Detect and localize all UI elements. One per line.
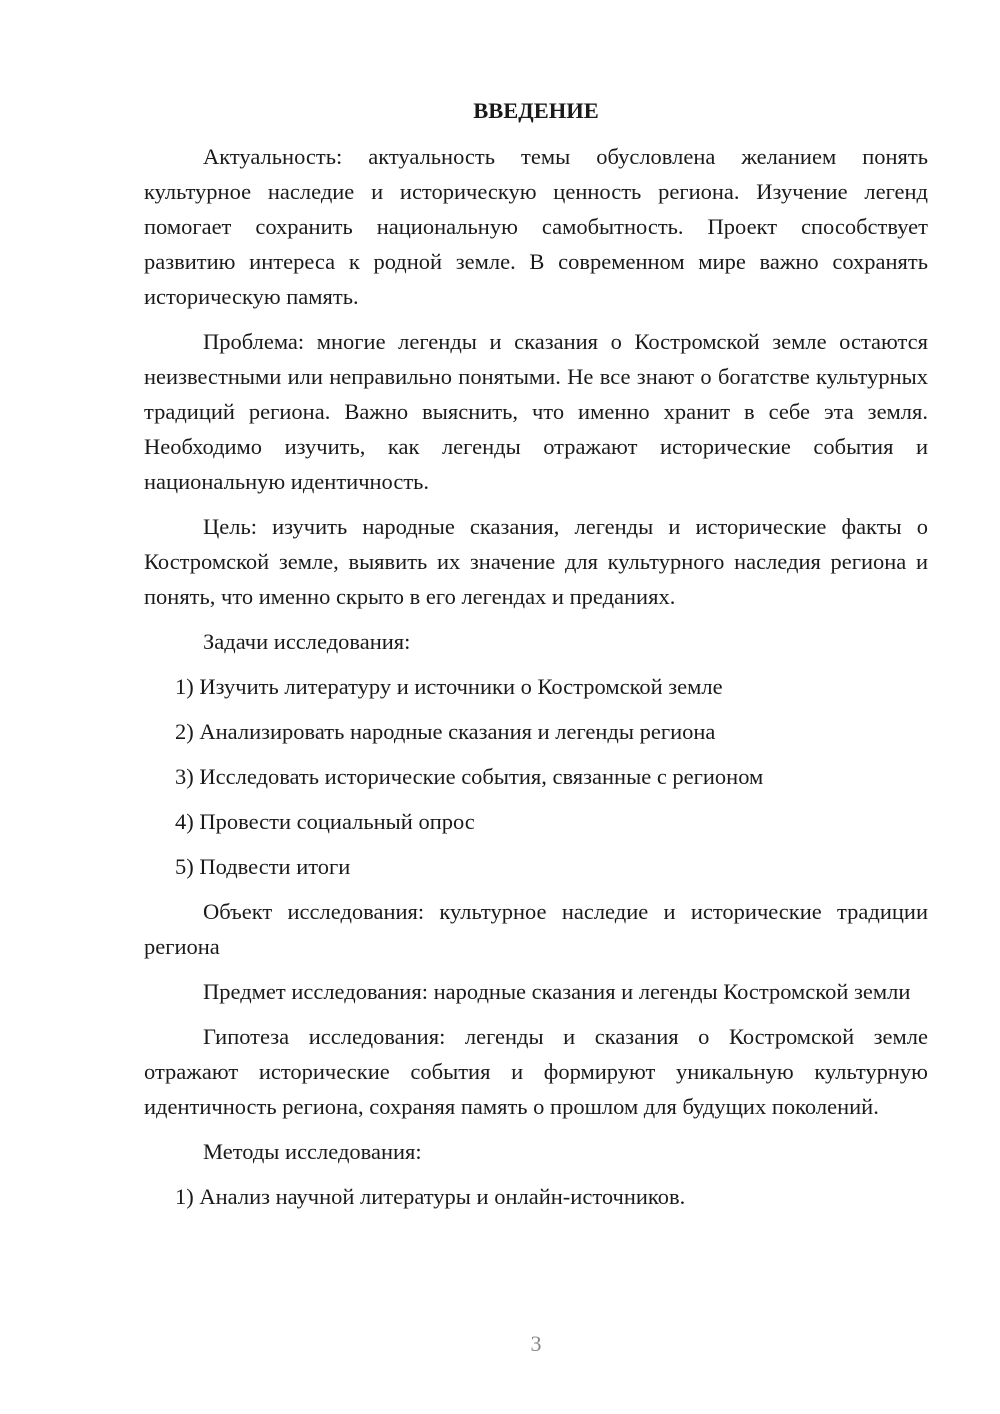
methods-list	[144, 1179, 928, 1214]
tasks-heading: Задачи исследования:	[203, 629, 411, 654]
list-item: 2) Анализировать народные сказания и легенды региона	[175, 719, 716, 744]
page-content	[144, 95, 928, 1224]
subject-paragraph: Предмет исследования: народные сказания и легенды Костромской земли	[203, 979, 911, 1004]
list-item: 1) Анализ научной литературы и онлайн-источников.	[175, 1184, 686, 1209]
list-item: 5) Подвести итоги	[175, 854, 351, 879]
tasks-list	[144, 669, 928, 884]
section-title: ВВЕДЕНИЕ	[473, 98, 599, 123]
page-number: 3	[530, 1331, 542, 1356]
problem-paragraph: Проблема: многие легенды и сказания о Костромской земле остаются неизвестными или неправильно понятыми. Не все знают о богатстве культурных традиций региона. Важно выяснить, что именно хранит в себе эта земля. Необходимо изучить, как легенды отражают исторические события и национальную идентичность.	[144, 329, 928, 494]
relevance-paragraph: Актуальность: актуальность темы обусловлена желанием понять культурное наследие и историческую ценность региона. Изучение легенд помогает сохранить национальную самобытность. Проект способствует развитию интереса к родной земле. В современном мире важно сохранять историческую память.	[144, 144, 928, 309]
object-paragraph: Объект исследования: культурное наследие и исторические традиции региона	[144, 899, 928, 959]
methods-heading: Методы исследования:	[203, 1139, 422, 1164]
list-item: 4) Провести социальный опрос	[175, 809, 475, 834]
list-item: 1) Изучить литературу и источники о Костромской земле	[175, 674, 723, 699]
goal-paragraph: Цель: изучить народные сказания, легенды и исторические факты о Костромской земле, выявить их значение для культурного наследия региона и понять, что именно скрыто в его легендах и преданиях.	[144, 514, 928, 609]
hypothesis-paragraph: Гипотеза исследования: легенды и сказания о Костромской земле отражают исторические события и формируют уникальную культурную идентичность региона, сохраняя память о прошлом для будущих поколений.	[144, 1024, 928, 1119]
list-item: 3) Исследовать исторические события, связанные с регионом	[175, 764, 764, 789]
